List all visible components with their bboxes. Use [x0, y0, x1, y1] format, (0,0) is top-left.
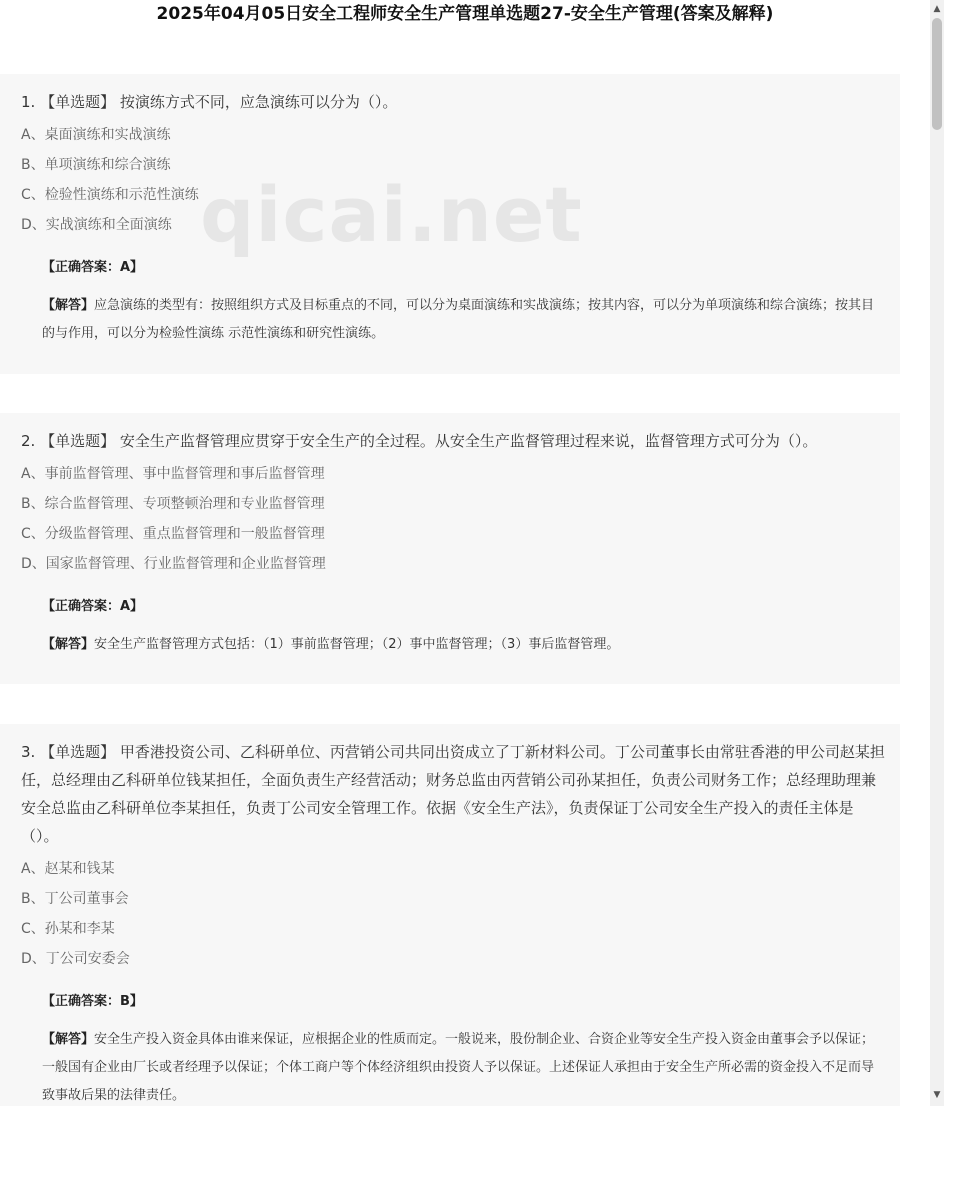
option-b: B、单项演练和综合演练: [21, 157, 171, 173]
question-text: 安全生产监督管理应贯穿于安全生产的全过程。从安全生产监督管理过程来说，监督管理方式可分为（）。: [119, 432, 818, 450]
question-card-3: [0, 724, 900, 1106]
option-d: D、实战演练和全面演练: [21, 217, 172, 233]
option-c: C、孙某和李某: [21, 921, 115, 937]
page-title: 2025年04月05日安全工程师安全生产管理单选题27-安全生产管理(答案及解释): [156, 4, 774, 24]
option-a: A、桌面演练和实战演练: [21, 127, 171, 143]
explanation-text: 应急演练的类型有：按照组织方式及目标重点的不同，可以分为桌面演练和实战演练；按其内容，可以分为单项演练和综合演练；按其目的与作用，可以分为检验性演练 示范性演练和研究性演练。: [42, 298, 875, 341]
explanation: [42, 631, 886, 659]
scrollbar-thumb[interactable]: [932, 18, 942, 130]
option-d: D、丁公司安委会: [21, 951, 130, 967]
vertical-scrollbar[interactable]: [930, 0, 944, 1106]
question-number: 1.: [21, 93, 36, 111]
option-d: D、国家监督管理、行业监督管理和企业监督管理: [21, 556, 326, 572]
explanation-label: 【解答】: [42, 298, 95, 313]
question-type: 【单选题】: [40, 93, 116, 111]
explanation-text: 安全生产监督管理方式包括：（1）事前监督管理；（2）事中监督管理；（3）事后监督管理。: [94, 637, 620, 652]
question-card-2: [0, 413, 900, 684]
correct-answer: 【正确答案：A】: [42, 260, 144, 275]
content-viewport: [0, 40, 930, 1106]
question-number: 2.: [21, 432, 36, 450]
explanation-label: 【解答】: [42, 637, 95, 652]
option-b: B、综合监督管理、专项整顿治理和专业监督管理: [21, 496, 325, 512]
correct-answer: 【正确答案：B】: [42, 994, 143, 1009]
watermark: qicai.net: [200, 170, 583, 259]
explanation: [42, 1026, 886, 1106]
option-c: C、分级监督管理、重点监督管理和一般监督管理: [21, 526, 325, 542]
question-number: 3.: [21, 743, 36, 761]
question-type: 【单选题】: [40, 743, 116, 761]
question-card-1: [0, 74, 900, 374]
scroll-up-icon[interactable]: ▲: [933, 4, 941, 14]
explanation: [42, 292, 886, 348]
explanation-label: 【解答】: [42, 1032, 95, 1047]
question-text: 甲香港投资公司、乙科研单位、丙营销公司共同出资成立了丁新材料公司。丁公司董事长由常驻香港的甲公司赵某担任，总经理由乙科研单位钱某担任，全面负责生产经营活动；财务总监由丙营销公司孙某担任，负责公司财务工作；总经理助理兼安全总监由乙科研单位李某担任，负责丁公司安全管理工作。依据《安全生产法》，负责保证丁公司安全生产投入的责任主体是（）。: [21, 743, 885, 845]
question-stem: [21, 738, 886, 850]
question-stem: [21, 427, 886, 455]
question-stem: [21, 88, 886, 116]
explanation-text: 安全生产投入资金具体由谁来保证，应根据企业的性质而定。一般说来，股份制企业、合资企业等安全生产投入资金由董事会予以保证；一般国有企业由厂长或者经理予以保证；个体工商户等个体经济组织由投资人予以保证。上述保证人承担由于安全生产所必需的资金投入不足而导致事故后果的法律责任。: [42, 1032, 875, 1103]
question-type: 【单选题】: [40, 432, 116, 450]
scroll-down-icon[interactable]: ▼: [933, 1090, 941, 1100]
correct-answer: 【正确答案：A】: [42, 599, 144, 614]
option-b: B、丁公司董事会: [21, 891, 129, 907]
option-a: A、事前监督管理、事中监督管理和事后监督管理: [21, 466, 325, 482]
option-c: C、检验性演练和示范性演练: [21, 187, 199, 203]
option-a: A、赵某和钱某: [21, 861, 115, 877]
question-text: 按演练方式不同，应急演练可以分为（）。: [119, 93, 398, 111]
